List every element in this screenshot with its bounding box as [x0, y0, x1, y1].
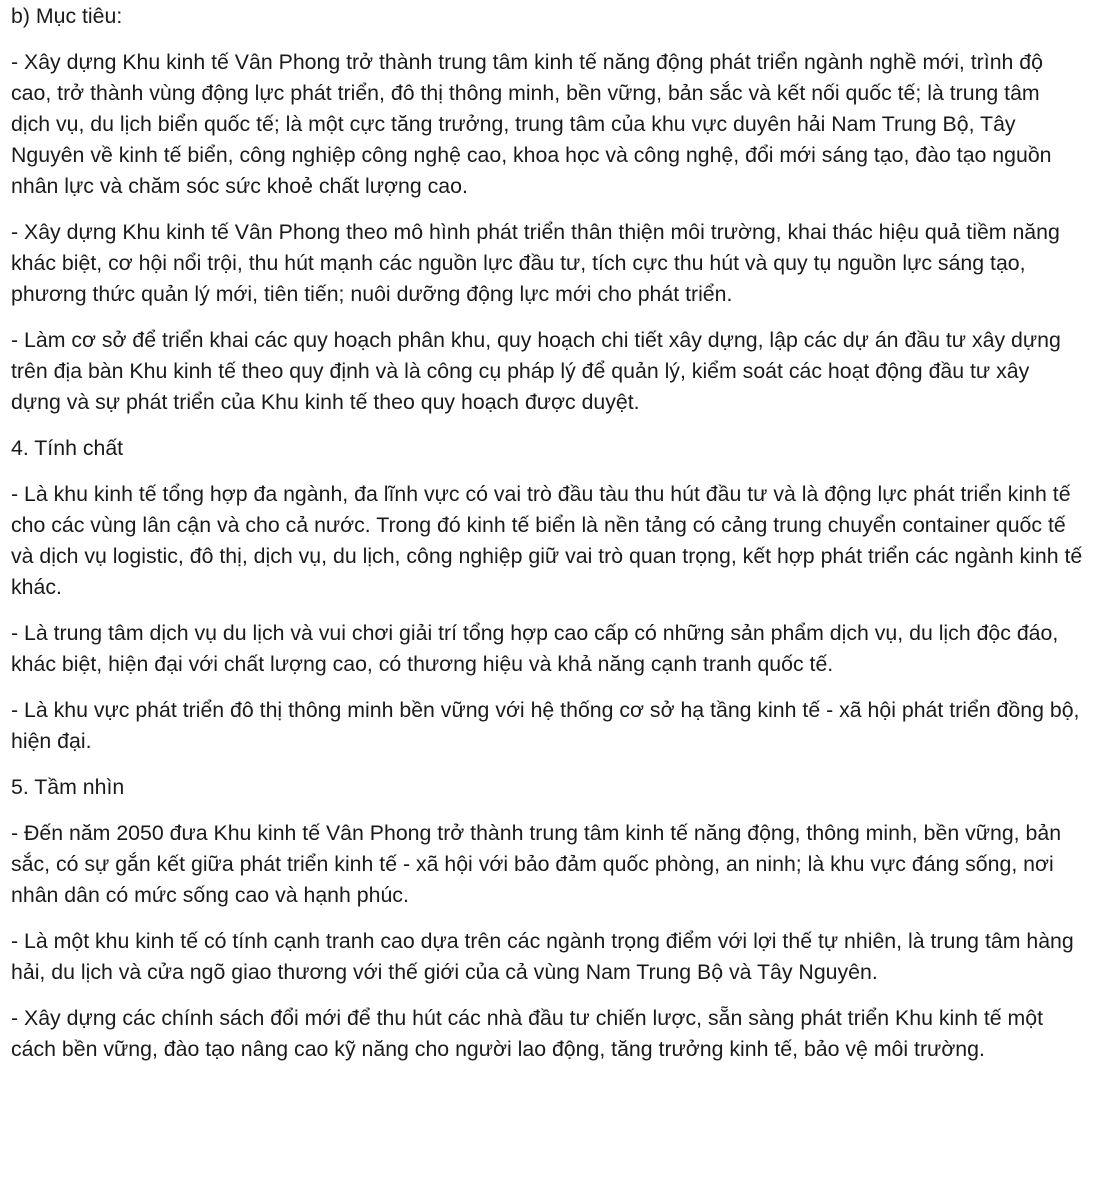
vision-paragraph-3: - Xây dựng các chính sách đổi mới để thu hút các nhà đầu tư chiến lược, sẵn sàng phát triển Khu kinh tế một cách bền vững, đào tạo nâng cao kỹ năng cho người lao động, tăng trưởng kinh tế, bảo vệ môi trường.: [11, 1006, 1044, 1061]
vision-paragraph-2: - Là một khu kinh tế có tính cạnh tranh cao dựa trên các ngành trọng điểm với lợi thế tự nhiên, là trung tâm hàng hải, du lịch và cửa ngõ giao thương với thế giới của cả vùng Nam Trung Bộ và Tây Nguyên.: [11, 929, 1074, 984]
objective-paragraph-1: - Xây dựng Khu kinh tế Vân Phong trở thành trung tâm kinh tế năng động phát triển ngành nghề mới, trình độ cao, trở thành vùng động lực phát triển, đô thị thông minh, bền vững, bản sắc và kết nối quốc tế; là trung tâm dịch vụ, du lịch biển quốc tế; là một cực tăng trưởng, trung tâm của khu vực duyên hải Nam Trung Bộ, Tây Nguyên về kinh tế biển, công nghiệp công nghệ cao, khoa học và công nghệ, đổi mới sáng tạo, đào tạo nguồn nhân lực và chăm sóc sức khoẻ chất lượng cao.: [11, 50, 1052, 198]
characteristic-paragraph-2: - Là trung tâm dịch vụ du lịch và vui chơi giải trí tổng hợp cao cấp có những sản phẩm dịch vụ, du lịch độc đáo, khác biệt, hiện đại với chất lượng cao, có thương hiệu và khả năng cạnh tranh quốc tế.: [11, 621, 1059, 676]
vision-paragraph-1: - Đến năm 2050 đưa Khu kinh tế Vân Phong trở thành trung tâm kinh tế năng động, thông minh, bền vững, bản sắc, có sự gắn kết giữa phát triển kinh tế - xã hội với bảo đảm quốc phòng, an ninh; là khu vực đáng sống, nơi nhân dân có mức sống cao và hạnh phúc.: [11, 821, 1062, 907]
section-heading-characteristics: 4. Tính chất: [11, 436, 124, 460]
section-heading-objectives: b) Mục tiêu:: [11, 4, 123, 28]
objective-paragraph-3: - Làm cơ sở để triển khai các quy hoạch phân khu, quy hoạch chi tiết xây dựng, lập các dự án đầu tư xây dựng trên địa bàn Khu kinh tế theo quy định và là công cụ pháp lý để quản lý, kiểm soát các hoạt động đầu tư xây dựng và sự phát triển của Khu kinh tế theo quy hoạch được duyệt.: [11, 328, 1061, 414]
characteristic-paragraph-1: - Là khu kinh tế tổng hợp đa ngành, đa lĩnh vực có vai trò đầu tàu thu hút đầu tư và là động lực phát triển kinh tế cho các vùng lân cận và cho cả nước. Trong đó kinh tế biển là nền tảng có cảng trung chuyển container quốc tế và dịch vụ logistic, đô thị, dịch vụ, du lịch, công nghiệp giữ vai trò quan trọng, kết hợp phát triển các ngành kinh tế khác.: [11, 482, 1083, 599]
objective-paragraph-2: - Xây dựng Khu kinh tế Vân Phong theo mô hình phát triển thân thiện môi trường, khai thác hiệu quả tiềm năng khác biệt, cơ hội nổi trội, thu hút mạnh các nguồn lực đầu tư, tích cực thu hút và quy tụ nguồn lực sáng tạo, phương thức quản lý mới, tiên tiến; nuôi dưỡng động lực mới cho phát triển.: [11, 220, 1060, 306]
section-heading-vision: 5. Tầm nhìn: [11, 775, 125, 799]
characteristic-paragraph-3: - Là khu vực phát triển đô thị thông minh bền vững với hệ thống cơ sở hạ tầng kinh tế - xã hội phát triển đồng bộ, hiện đại.: [11, 698, 1080, 753]
